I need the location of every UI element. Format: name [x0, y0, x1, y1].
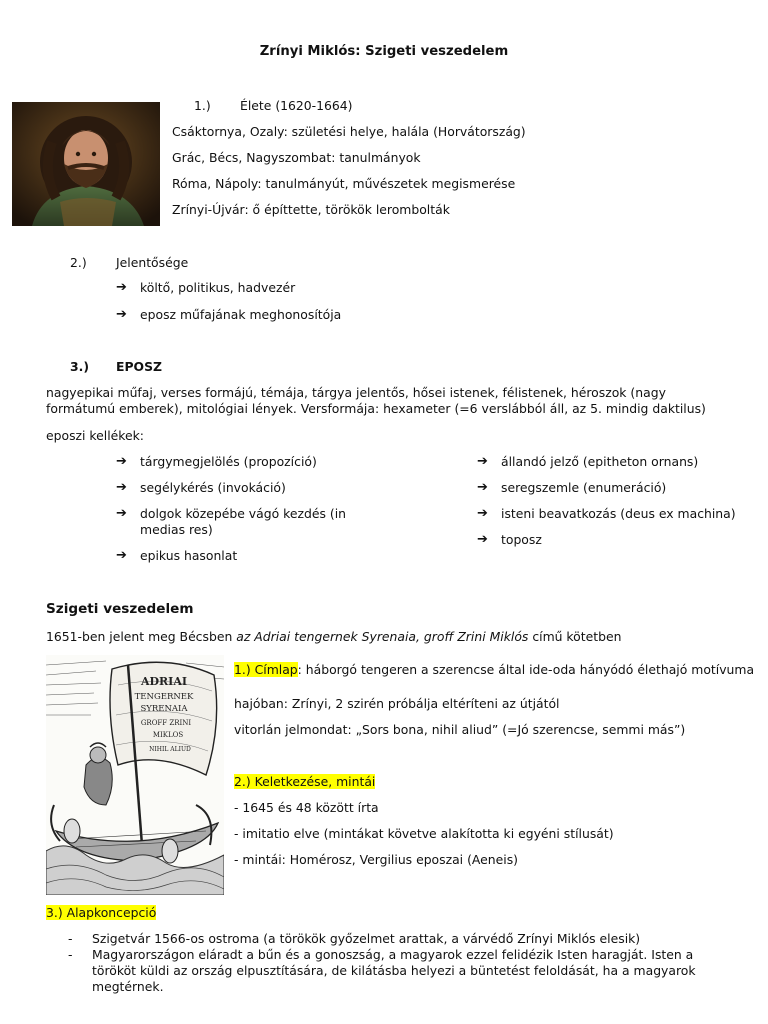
- section2-heading: Jelentősége: [116, 255, 189, 270]
- bullet-text: tárgymegjelölés (propozíció): [140, 454, 317, 469]
- bullet-text: Szigetvár 1566-os ostroma (a törökök győzelmet arattak, a várvédő Zrínyi Miklós elesik): [92, 931, 641, 946]
- portrait-image: [12, 102, 160, 226]
- arrow-right-icon: ➔: [477, 532, 488, 547]
- alapkoncepcio-label: 3.) Alapkoncepció: [46, 905, 157, 920]
- cimlap-detail: hajóban: Zrínyi, 2 szirén próbálja eltéríteni az útjától: [234, 696, 560, 711]
- section1-heading: Élete (1620-1664): [240, 98, 353, 113]
- keletkezes-line: - imitatio elve (mintákat követve alakította ki egyéni stílusát): [234, 826, 614, 841]
- bullet-text: Magyarországon eláradt a bűn és a gonoszság, a magyarok ezzel felidézik Isten haragját. Isten a törököt küldi az ország elpusztítására, de kilátásba helyezi a büntetést feloldását, ha a magyarok megtérnek.: [92, 947, 696, 994]
- bullet-text: dolgok közepébe vágó kezdés (in medias res): [140, 506, 346, 537]
- szigeti-heading: Szigeti veszedelem: [46, 601, 194, 617]
- arrow-right-icon: ➔: [116, 480, 127, 495]
- section2-number: 2.): [70, 255, 87, 270]
- section1-line: Róma, Nápoly: tanulmányút, művészetek megismerése: [172, 176, 516, 191]
- cimlap-text: : háborgó tengeren a szerencse által ide-oda hányódó élethajó motívuma: [297, 662, 755, 677]
- arrow-right-icon: ➔: [116, 548, 127, 563]
- kellekek-label: eposzi kellékek:: [46, 428, 144, 443]
- arrow-right-icon: ➔: [477, 454, 488, 469]
- arrow-right-icon: ➔: [116, 506, 127, 521]
- sail-text: ADRIAI: [140, 675, 188, 688]
- arrow-right-icon: ➔: [477, 480, 488, 495]
- bullet-text: eposz műfajának meghonosítója: [140, 307, 342, 322]
- intro-text: című kötetben: [528, 629, 622, 644]
- sail-text: SYRENAIA: [140, 704, 188, 714]
- section1-line: Csáktornya, Ozaly: születési helye, halála (Horvátország): [172, 124, 526, 139]
- sail-text: GROFF ZRINI: [140, 719, 192, 727]
- cimlap-label: 1.) Címlap: [234, 662, 298, 677]
- arrow-right-icon: ➔: [116, 307, 127, 322]
- sail-text: TENGERNEK: [134, 692, 194, 702]
- arrow-right-icon: ➔: [116, 280, 127, 295]
- bullet-text: toposz: [501, 532, 542, 547]
- section1-number: 1.): [194, 98, 211, 113]
- alapkoncepcio-heading: [46, 905, 156, 921]
- section3-paragraph: nagyepikai műfaj, verses formájú, témája, tárgya jelentős, hősei istenek, félistenek, héroszok (nagy formátumú emberek), mitológiai lények. Versformája: hexameter (=6 verslábból áll, az 5. mindig daktilus): [46, 385, 706, 416]
- dash-bullet: -: [68, 931, 73, 946]
- szigeti-intro: [46, 629, 621, 645]
- cimlap-line: [234, 662, 754, 678]
- keletkezes-heading: [234, 774, 375, 790]
- bullet-text: segélykérés (invokáció): [140, 480, 286, 495]
- section3-heading: EPOSZ: [116, 359, 162, 374]
- sail-text: MIKLOS: [152, 731, 184, 739]
- bullet-text: isteni beavatkozás (deus ex machina): [501, 506, 736, 521]
- arrow-right-icon: ➔: [477, 506, 488, 521]
- page-title: Zrínyi Miklós: Szigeti veszedelem: [259, 44, 509, 59]
- dash-bullet: -: [68, 947, 73, 962]
- keletkezes-label: 2.) Keletkezése, mintái: [234, 774, 376, 789]
- section1-line: Zrínyi-Újvár: ő építtette, törökök lerombolták: [172, 202, 450, 217]
- bullet-text: állandó jelző (epitheton ornans): [501, 454, 699, 469]
- keletkezes-line: - mintái: Homérosz, Vergilius eposzai (Aeneis): [234, 852, 518, 867]
- arrow-right-icon: ➔: [116, 454, 127, 469]
- section1-line: Grác, Bécs, Nagyszombat: tanulmányok: [172, 150, 421, 165]
- bullet-text: seregszemle (enumeráció): [501, 480, 667, 495]
- intro-italic-title: az Adriai tengernek Syrenaia, groff Zrini Miklós: [236, 629, 529, 644]
- cimlap-detail: vitorlán jelmondat: „Sors bona, nihil aliud” (=Jó szerencse, semmi más”): [234, 722, 686, 737]
- keletkezes-line: - 1645 és 48 között írta: [234, 800, 379, 815]
- bullet-text: epikus hasonlat: [140, 548, 238, 563]
- bullet-text: költő, politikus, hadvezér: [140, 280, 296, 295]
- sail-text: NIHIL ALIUD: [149, 746, 191, 753]
- intro-text: 1651-ben jelent meg Bécsben: [46, 629, 237, 644]
- section3-number: 3.): [70, 359, 89, 374]
- title-page-engraving: [46, 655, 224, 895]
